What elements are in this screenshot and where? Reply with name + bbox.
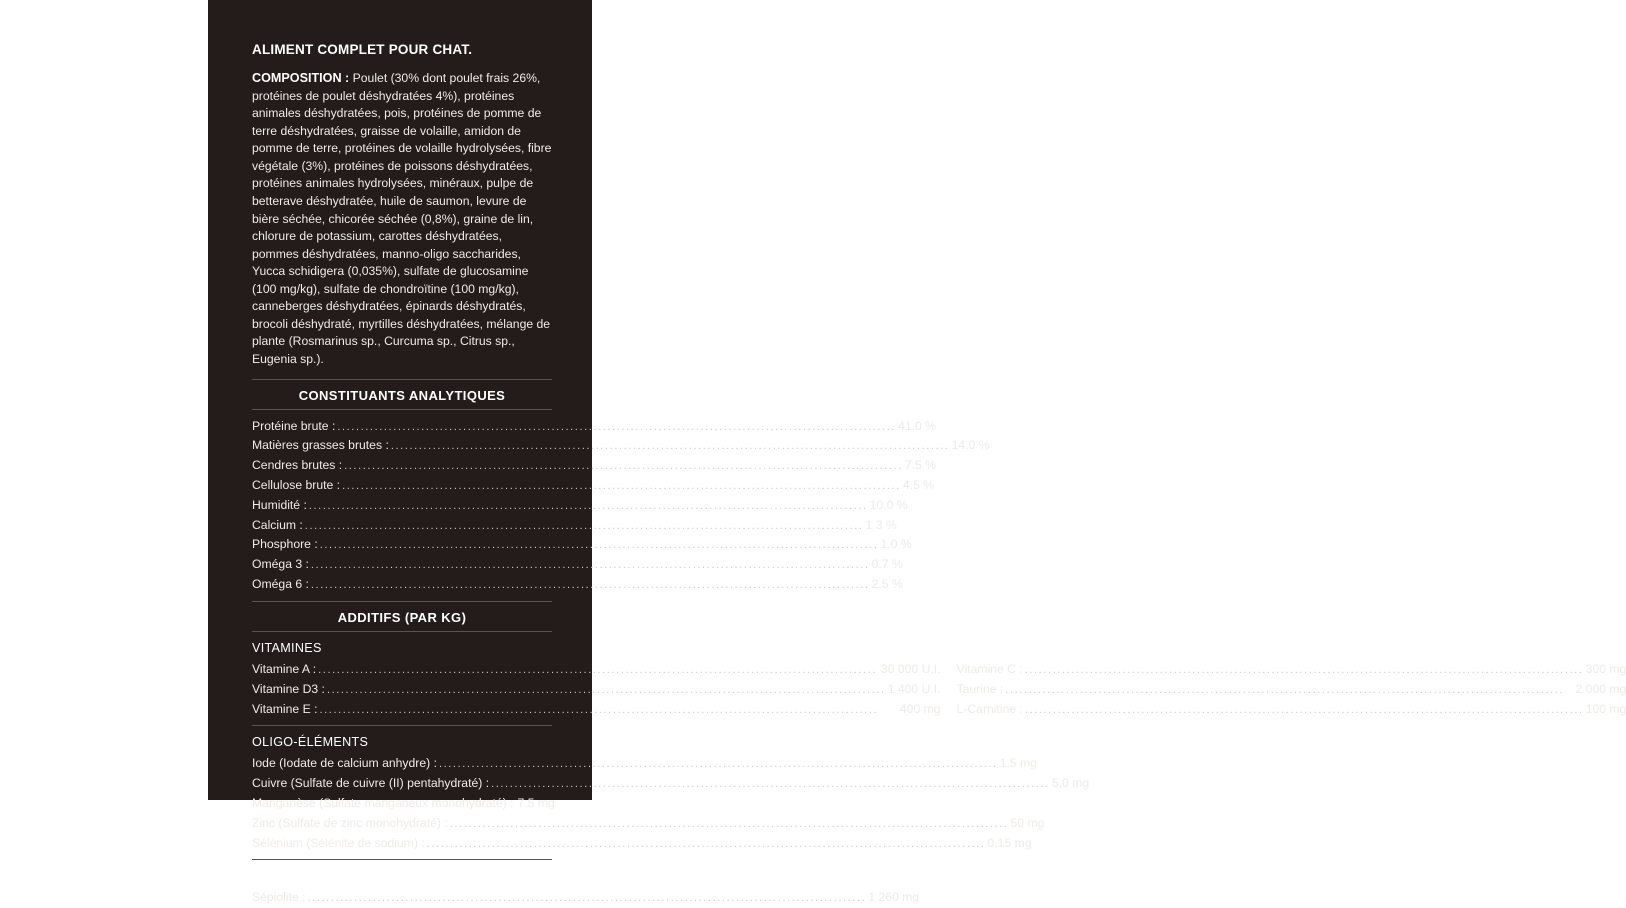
row-value: 7.5 mg [517, 795, 555, 810]
row-label: Cellulose brute : [252, 478, 341, 492]
leader-dots: ........................................................................................................................ [1005, 683, 1565, 696]
trace-element-row [252, 834, 1032, 854]
leader-dots: ........................................................................................................................ [337, 420, 897, 433]
composition-text: Poulet (30% dont poulet frais 26%, protéines de poulet déshydratées 4%), protéines animales déshydratées, pois, protéines de pomme de terre déshydratées, graisse de volaille, amidon de pomme de terre, protéines de volaille hydrolysées, fibre végétale (3%), protéines de poissons déshydratées, protéines animales hydrolysées, minéraux, pulpe de betterave déshydratée, huile de saumon, levure de bière séchée, chicorée séchée (0,8%), graine de lin, chlorure de potassium, carottes déshydratées, pommes déshydratées, manno-oligo saccharides, Yucca schidigera (0,035%), sulfate de glucosamine (100 mg/kg), sulfate de chondroïtine (100 mg/kg), canneberges déshydratées, épinards déshydratés, brocoli déshydraté, myrtilles déshydratées, mélange de plante (Rosmarinus sp., Curcuma sp., Citrus sp., Eugenia sp.). [252, 71, 552, 366]
analytics-row [252, 555, 903, 575]
row-label: L-Carnitine : [956, 701, 1023, 716]
analytics-row [252, 535, 912, 555]
trace-elements-list [252, 754, 1090, 853]
row-value: 1 400 U.I. [887, 681, 941, 696]
analytics-row [252, 516, 897, 536]
divider [252, 725, 552, 726]
vitamin-row [252, 680, 941, 700]
leader-dots: ........................................................................................................................ [342, 480, 901, 492]
trace-element-row [252, 754, 1037, 774]
row-value: 50 mg [1010, 815, 1045, 830]
trace-element-row [252, 814, 1045, 834]
row-value: 41.0 % [898, 418, 937, 433]
row-value: 0.15 mg [987, 835, 1032, 850]
row-value: 1.5 mg [999, 756, 1037, 771]
row-label: Oméga 3 : [252, 557, 309, 572]
leader-dots: ........................................................................................................................ [307, 892, 867, 905]
row-value: 100 mg [1585, 701, 1626, 716]
row-label: Calcium : [252, 517, 303, 532]
page-title: ALIMENT COMPLET POUR CHAT. [252, 42, 473, 57]
row-label: Iode (Iodate de calcium anhydre) : [252, 756, 437, 771]
leader-dots: ........................................................................................................................ [491, 778, 1050, 791]
vitamins-left-column [252, 660, 941, 719]
leader-dots: ........................................................................................................................ [308, 499, 868, 512]
leader-dots: ........................................................................................................................ [390, 440, 950, 453]
analytics-row [252, 496, 908, 516]
analytics-row [252, 417, 937, 437]
row-value: 400 mg [899, 701, 941, 716]
leader-dots: ........................................................................................................................ [310, 559, 870, 572]
leader-dots: ........................................................................................................................ [319, 539, 879, 552]
vitamin-row [252, 700, 941, 720]
leader-dots: ........................................................................................................................ [326, 683, 886, 696]
pet-food-label-panel [208, 0, 1626, 905]
row-label: Cendres brutes : [252, 458, 343, 473]
vitamin-row [957, 700, 1626, 720]
trace-element-row [252, 794, 555, 814]
trace-element-row [252, 774, 1090, 794]
vitamins-grid [252, 660, 1626, 719]
divider [252, 859, 552, 860]
row-label: Sépiolite : [252, 890, 306, 905]
analytics-heading: CONSTITUANTS ANALYTIQUES [298, 387, 506, 403]
row-value: 5.0 mg [1051, 776, 1090, 791]
row-label: Oméga 6 : [252, 577, 309, 592]
leader-dots: ........................................................................................................................ [318, 663, 877, 676]
vitamin-row [957, 660, 1626, 680]
row-label: Vitamine D3 : [252, 681, 325, 696]
divider [252, 379, 552, 380]
composition-label: COMPOSITION : [252, 71, 350, 85]
analytics-row [252, 436, 990, 456]
composition-paragraph [252, 69, 552, 369]
analytical-constituents-list [252, 417, 990, 595]
leader-dots: ........................................................................................................................ [438, 758, 998, 771]
row-value: 1.3 % [865, 517, 897, 532]
row-value: 1 260 mg [868, 890, 920, 905]
row-label: Cuivre (Sulfate de cuivre (II) pentahydraté) : [252, 776, 490, 791]
row-label: Sélénium (Sélénite de sodium) : [252, 835, 425, 850]
leader-dots: ........................................................................................................................ [344, 460, 903, 473]
row-label: Manganèse (Sulfate manganeux monohydraté) : [252, 795, 514, 810]
vitamins-right-column [957, 660, 1626, 719]
row-label: Taurine : [956, 681, 1004, 696]
row-value: 10.0 % [869, 497, 908, 512]
leader-dots: ........................................................................................................................ [426, 837, 986, 850]
row-value: 4.5 % [902, 478, 934, 492]
row-label: Humidité : [252, 497, 307, 512]
binder-row [252, 888, 920, 908]
row-value: 7.5 % [904, 458, 937, 473]
leader-dots: ........................................................................................................................ [449, 817, 1009, 830]
row-label: Protéine brute : [252, 418, 336, 433]
row-value: 300 mg [1585, 661, 1626, 676]
divider [252, 409, 552, 410]
row-label: Vitamine A : [252, 661, 317, 676]
analytics-row [252, 476, 934, 496]
binders-heading: LIANTS [252, 869, 298, 884]
divider [252, 631, 552, 632]
leader-dots: ........................................................................................................................ [1024, 663, 1584, 676]
vitamin-row [252, 660, 941, 680]
row-value: 30 000 U.I. [880, 661, 941, 676]
row-label: Phosphore : [252, 537, 318, 552]
binders-list [252, 888, 920, 908]
row-value: 0.7 % [871, 557, 903, 572]
leader-dots: ........................................................................................................................ [319, 703, 879, 716]
row-value: 2 000 mg [1575, 681, 1626, 696]
vitamin-row [957, 680, 1626, 700]
row-label: Vitamine C : [956, 661, 1023, 676]
trace-elements-heading: OLIGO-ÉLÉMENTS [252, 735, 369, 750]
row-label: Matières grasses brutes : [252, 438, 389, 453]
row-value: 2.5 % [871, 577, 903, 592]
row-value: 1.0 % [880, 537, 912, 552]
analytics-row [252, 456, 937, 476]
additives-heading: ADDITIFS (PAR KG) [337, 609, 467, 625]
vitamins-heading: VITAMINES [252, 640, 322, 655]
leader-dots: ........................................................................................................................ [304, 519, 864, 532]
row-value: 14.0 % [951, 438, 990, 453]
divider [252, 601, 552, 602]
leader-dots: ........................................................................................................................ [310, 579, 870, 592]
row-label: Zinc (Sulfate de zinc monohydraté) : [252, 815, 448, 830]
leader-dots: ........................................................................................................................ [1024, 703, 1584, 716]
analytics-row [252, 575, 903, 595]
row-label: Vitamine E : [252, 701, 318, 716]
